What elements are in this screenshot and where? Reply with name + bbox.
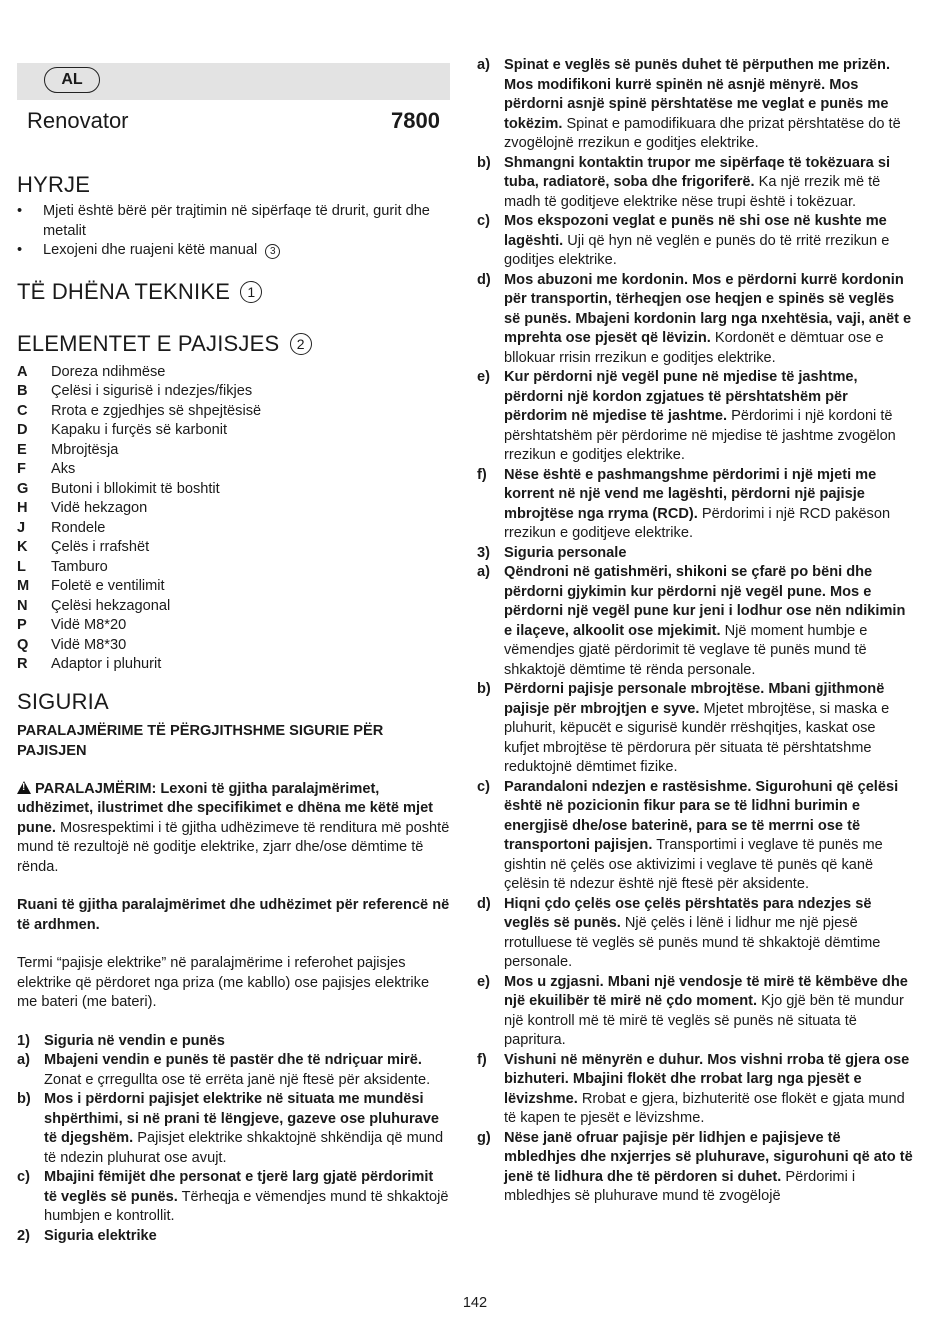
safety-item xyxy=(477,1051,913,1129)
item-text: Spinat e pamodifikuara dhe prizat përshtatëse do të zvogëlojnë rrezikun e goditjes elektrike. xyxy=(504,115,901,151)
list-item: • Mjeti është bërë për trajtimin në sipërfaqe të drurit, gurit dhe metalit xyxy=(17,202,450,241)
item-body xyxy=(44,1090,450,1168)
item-label: e) xyxy=(477,369,490,385)
item-body xyxy=(504,56,913,154)
header-bar xyxy=(17,63,450,100)
item-body xyxy=(44,1051,450,1090)
element-row xyxy=(17,558,450,578)
element-letter: M xyxy=(17,578,30,594)
element-row xyxy=(17,597,450,617)
element-row xyxy=(17,382,450,402)
element-letter: R xyxy=(17,656,28,672)
item-text: Zonat e çrregullta ose të errëta janë një ftesë për aksidente. xyxy=(44,1071,431,1088)
safety-item xyxy=(477,212,913,271)
warning-text: Mosrespektimi i të gjitha udhëzimeve të renditura më poshtë mund të rezultojë në goditje elektrike, zjarr dhe/ose dëmtime të rënda. xyxy=(17,819,450,875)
left-column xyxy=(17,56,450,1246)
element-letter: L xyxy=(17,558,26,575)
item-body xyxy=(504,778,913,895)
element-text: Foletë e ventilimit xyxy=(51,578,165,594)
safety-item xyxy=(477,466,913,544)
safety-item xyxy=(477,56,913,154)
safety-item xyxy=(17,1168,450,1227)
item-label: c) xyxy=(477,213,490,229)
element-row xyxy=(17,421,450,441)
item-text: Uji që hyn në veglën e punës do të rritë rrezikun e goditjes elektrike. xyxy=(504,232,890,268)
item-text: Kjo gjë bën të mundur një kontroll më të mirë të veglës së punës në situata të papritura. xyxy=(504,993,904,1048)
item-bold: Qëndroni në gatishmëri, shikoni se çfarë po bëni dhe përdorni gjykimin kur përdorni një vegël pune. Mos e përdorni një vegël pune kur jeni i lodhur ose nën ndikimin e ilaçeve, alkoolit ose mjekimit. xyxy=(504,564,906,639)
item-body xyxy=(504,368,913,466)
item-bold: Mbajini fëmijët dhe personat e tjerë larg gjatë përdorimit të veglës së punës. xyxy=(44,1169,434,1205)
safety-item xyxy=(17,1051,450,1090)
element-row xyxy=(17,577,450,597)
item-body xyxy=(504,1129,913,1207)
item-label: b) xyxy=(477,681,491,697)
element-text: Tamburo xyxy=(51,558,108,575)
element-text: Doreza ndihmëse xyxy=(51,363,166,380)
section-heading-hyrje: HYRJE xyxy=(17,172,91,197)
item-bold: Vishuni në mënyrën e duhur. Mos vishni rroba të gjera ose bizhuteri. Mbajini flokët dhe rrobat larg nga pjesët e lëvizshme. xyxy=(504,1051,910,1107)
language-badge: AL xyxy=(44,67,100,93)
safety-item xyxy=(17,1090,450,1168)
section-1-heading xyxy=(17,1032,450,1052)
term-paragraph: Termi “pajisje elektrike” në paralajmërime i referohet pajisjes elektrike që përdoret nga priza (me kabllo) ose pajisjes elektrike me bateri (me bateri). xyxy=(17,955,430,1010)
item-body xyxy=(504,680,913,778)
item-text: Përdorimi i një kordoni të përshtatshëm për përdorime në mjedise të jashtme zvogëlon rrezikun e goditjes elektrike. xyxy=(504,408,896,463)
element-row xyxy=(17,402,450,422)
item-bold: Mos ekspozoni veglat e punës në shi ose në kushte me lagështi. xyxy=(504,213,887,249)
item-bold: Parandaloni ndezjen e rastësishme. Sigurohuni që çelësi është në pozicionin fikur para se të lidhni burimin e energjisë dhe/ose baterinë, para se të merrni ose të transportoni pajisjen. xyxy=(504,778,899,853)
item-label: d) xyxy=(477,271,491,288)
element-row xyxy=(17,441,450,461)
item-label: g) xyxy=(477,1129,491,1146)
item-bold: Mos abuzoni me kordonin. Mos e përdorni kurrë kordonin për transportin, tërheqjen ose heqjen e spinës së veglës së punës. Mbajeni kordonin larg nga nxehtësia, vaji, anët e mprehta ose pjesët që lëvizin. xyxy=(504,271,912,346)
element-text: Kapaku i furçës së karbonit xyxy=(51,422,228,438)
element-letter: N xyxy=(17,597,28,614)
item-label: a) xyxy=(477,57,490,73)
list-item xyxy=(17,241,450,261)
section-number: 2) xyxy=(17,1227,30,1244)
element-row xyxy=(17,636,450,656)
item-bold: Kur përdorni një vegël pune në mjedise të jashtme, përdorni një kordon zgjatues të përshtatshëm për përdorim në mjedise të jashtme. xyxy=(504,369,858,424)
keep-bold: Ruani të gjitha paralajmërimet dhe udhëzimet për referencë në të ardhmen. xyxy=(17,897,450,933)
safety-item xyxy=(477,778,913,895)
item-body xyxy=(504,154,913,213)
item-bold: Shmangni kontaktin trupor me sipërfaqe të tokëzuara si tuba, radiatorë, soba dhe frigoriferë. xyxy=(504,154,891,190)
item-label: f) xyxy=(477,466,487,483)
item-text: Një moment humbje e vëmendjes gjatë përdorimit të veglave të punës mund të shkaktojë dëmtime të rënda personale. xyxy=(504,622,868,678)
element-text: Mbrojtësja xyxy=(51,441,119,458)
element-text: Vidë M8*30 xyxy=(51,636,127,653)
intro-bullets xyxy=(17,202,450,261)
element-text: Çelësi hekzagonal xyxy=(51,597,171,614)
element-text: Vidë hekzagon xyxy=(51,500,148,516)
figure-ref-icon: 3 xyxy=(265,244,280,259)
section-number: 3) xyxy=(477,544,490,561)
element-letter: H xyxy=(17,500,28,516)
item-label: a) xyxy=(17,1052,30,1068)
heading-text: TË DHËNA TEKNIKE xyxy=(17,278,231,304)
item-bold: Mos i përdorni pajisjet elektrike në situata me mundësi shpërthimi, si në prani të lëngjeve, gazeve ose pluhurave të djegshëm. xyxy=(44,1091,439,1146)
warning-paragraph xyxy=(17,780,450,878)
item-text: Përdorimi i mbledhjes së pluhurave mund të zvogëlojë xyxy=(504,1168,856,1204)
item-bold: Hiqni çdo çelës ose çelës përshtatës para ndezjes së veglës së punës. xyxy=(504,895,872,931)
element-letter: P xyxy=(17,617,27,633)
section-number: 1) xyxy=(17,1032,30,1049)
item-label: c) xyxy=(17,1169,30,1185)
item-bold: Nëse është e pashmangshme përdorimi i një mjeti me korrent në një vend me lagështi, përdorni një pajisje mbrojtëse nga rryma (RCD). xyxy=(504,466,877,522)
figure-ref-icon: 2 xyxy=(290,333,312,355)
element-letter: E xyxy=(17,441,27,458)
safety-subheading: PARALAJMËRIME TË PËRGJITHSHME SIGURIE PËR PAJISJEN xyxy=(17,722,384,759)
item-text: Rrobat e gjera, bizhuteritë ose flokët e gjata mund të kapen te pjesët e lëvizshme. xyxy=(504,1090,905,1126)
section-2-heading xyxy=(17,1227,450,1247)
item-body xyxy=(504,1051,913,1129)
element-letter: K xyxy=(17,539,28,555)
item-text: Ka një rrezik më të madh të goditjeve elektrike nëse trupi është i tokëzuar. xyxy=(504,174,881,210)
figure-ref-icon: 1 xyxy=(240,281,262,303)
element-letter: C xyxy=(17,402,28,419)
element-text: Rrota e zgjedhjes së shpejtësisë xyxy=(51,402,262,419)
item-label: b) xyxy=(477,154,491,171)
item-body xyxy=(504,895,913,973)
item-body xyxy=(504,271,913,369)
elements-list xyxy=(17,363,450,675)
item-label: c) xyxy=(477,778,490,795)
section-title: Siguria në vendin e punës xyxy=(44,1032,225,1049)
section-heading-elements xyxy=(17,331,450,357)
product-title-row xyxy=(17,106,450,140)
model-number: 7800 xyxy=(391,108,440,133)
item-text: Pajisjet elektrike shkaktojnë shkëndija që mund të ndezin pluhurat ose avujt. xyxy=(44,1130,444,1166)
element-letter: B xyxy=(17,383,28,399)
section-3-heading xyxy=(477,544,913,564)
element-letter: A xyxy=(17,363,28,380)
element-letter: G xyxy=(17,480,29,497)
item-body xyxy=(44,1168,450,1227)
item-text: Përdorimi i një RCD pakëson rrezikun e goditjeve elektrike. xyxy=(504,505,891,541)
safety-item xyxy=(477,1129,913,1207)
item-bold: Mos u zgjasni. Mbani një vendosje të mirë të këmbëve dhe një ekuilibër të mirë në çdo moment. xyxy=(504,973,908,1009)
section-title: Siguria personale xyxy=(504,544,627,561)
safety-item xyxy=(477,973,913,1051)
element-row xyxy=(17,538,450,558)
heading-text: ELEMENTET E PAJISJES xyxy=(17,330,280,356)
element-text: Aks xyxy=(51,461,76,477)
element-letter: D xyxy=(17,422,28,438)
safety-item xyxy=(477,680,913,778)
element-letter: F xyxy=(17,461,26,477)
section-heading-siguria: SIGURIA xyxy=(17,688,109,714)
item-bold: Spinat e veglës së punës duhet të përputhen me prizën. Mos modifikoni kurrë spinën në asnjë mënyrë. Mos përdorni asnjë spinë përshtatëse me veglat e punës me tokëzim. xyxy=(504,57,891,132)
item-bold: Mbajeni vendin e punës të pastër dhe të ndriçuar mirë. xyxy=(44,1052,422,1068)
item-bold: Nëse janë ofruar pajisje për lidhjen e pajisjeve të mbledhjes dhe nxjerrjes së pluhurave, sigurohuni që ato të jenë të lidhura dhe të përdoren si duhet. xyxy=(504,1129,913,1185)
element-text: Adaptor i pluhurit xyxy=(51,656,162,672)
item-label: b) xyxy=(17,1091,31,1107)
right-column xyxy=(477,56,913,1207)
item-label: d) xyxy=(477,895,491,912)
item-body xyxy=(504,212,913,271)
element-row xyxy=(17,460,450,480)
element-text: Çelësi i sigurisë i ndezjes/fikjes xyxy=(51,383,253,399)
page-number: 142 xyxy=(462,1295,488,1311)
element-row xyxy=(17,363,450,383)
section-heading-tech xyxy=(17,279,450,305)
warning-bold: PARALAJMËRIM: Lexoni të gjitha paralajmërimet, udhëzimet, ilustrimet dhe specifikimet e dhëna me këtë mjet pune. xyxy=(17,780,434,836)
section-1-items xyxy=(17,1051,450,1227)
item-label: e) xyxy=(477,973,490,990)
element-row xyxy=(17,616,450,636)
item-body xyxy=(504,973,913,1051)
item-text: Mjetet mbrojtëse, si maska e pluhurit, këpucët e sigurisë kundër rrëshqitjes, kaskat ose kufjet mbrojtëse të përdorura për situata të përshtatshme reduktojnë dëmtimet fizike. xyxy=(504,700,890,775)
item-text: Tërheqja e vëmendjes mund të shkaktojë humbjen e kontrollit. xyxy=(44,1188,449,1224)
element-row xyxy=(17,499,450,519)
element-letter: Q xyxy=(17,636,29,653)
warning-icon: ! xyxy=(17,781,31,794)
element-letter: J xyxy=(17,519,26,536)
safety-item xyxy=(477,563,913,680)
item-body xyxy=(504,466,913,544)
element-row xyxy=(17,655,450,675)
safety-item xyxy=(477,895,913,973)
section-3-items xyxy=(477,563,913,1207)
element-text: Vidë M8*20 xyxy=(51,617,127,633)
item-label: f) xyxy=(477,1051,487,1068)
product-name: Renovator xyxy=(27,108,129,133)
item-text: Transportimi i veglave të punës me gishtin në çelës ose aktivizimi i veglave të punës që kanë çelësin të ndezur është një ftesë për aksidente. xyxy=(504,837,883,892)
element-text: Butoni i bllokimit të boshtit xyxy=(51,480,220,497)
element-text: Çelës i rrafshët xyxy=(51,539,150,555)
item-label: a) xyxy=(477,564,490,580)
section-title: Siguria elektrike xyxy=(44,1227,157,1244)
keep-instructions xyxy=(17,896,450,935)
safety-item xyxy=(477,271,913,369)
safety-item xyxy=(477,368,913,466)
item-text: Kordonët e dëmtuar ose e bllokuar rrisin rrezikun e goditjes elektrike. xyxy=(504,330,884,366)
element-text: Rondele xyxy=(51,519,106,536)
item-text: Një çelës i lënë i lidhur me një pjesë rrotulluese të veglës së punës mund të shkaktojë dëmtime personale. xyxy=(504,915,881,970)
element-row xyxy=(17,519,450,539)
list-item-text: Lexojeni dhe ruajeni këtë manual xyxy=(43,242,258,258)
safety-item xyxy=(477,154,913,213)
item-body xyxy=(504,563,913,680)
item-bold: Përdorni pajisje personale mbrojtëse. Mbani gjithmonë pajisje për mbrojtjen e syve. xyxy=(504,681,885,717)
section-2-items xyxy=(477,56,913,544)
element-row xyxy=(17,480,450,500)
